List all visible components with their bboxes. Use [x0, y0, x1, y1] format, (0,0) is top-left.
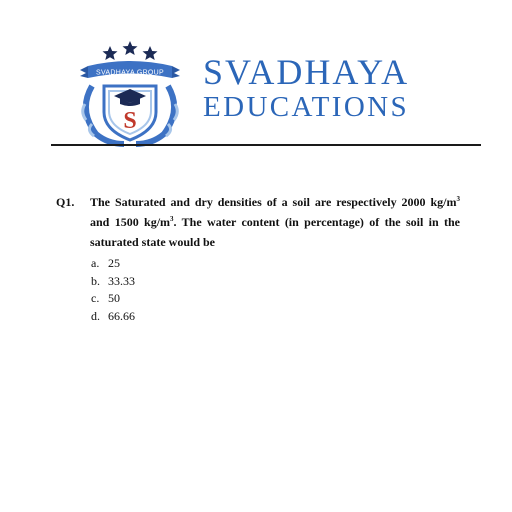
option-a: a. 25	[91, 256, 120, 270]
star-icon	[103, 46, 118, 60]
star-icon	[143, 46, 158, 60]
logo-letter: S	[123, 108, 137, 134]
logo-ribbon-text: SVADHAYA GROUP	[96, 69, 164, 77]
option-b: b. 33.33	[91, 273, 135, 288]
svadhaya-logo	[72, 34, 192, 152]
star-icon	[123, 41, 138, 55]
brand-name	[203, 54, 409, 122]
option-d: d. 66.66	[91, 308, 135, 323]
header-divider	[51, 144, 481, 146]
option-c: c. 50	[91, 291, 120, 305]
options-list	[91, 255, 135, 325]
question-number: Q1.	[56, 195, 75, 209]
brand-line-1: SVADHAYA	[203, 52, 410, 92]
question-text: The Saturated and dry densities of a soil are respectively 2000 $kg/m^3$ and 1500 $kg/m^3$. The water content (in percentage) of the soil in the saturated state would be	[90, 195, 460, 249]
question-block	[56, 192, 460, 252]
brand-line-2: EDUCATIONS	[203, 91, 410, 123]
